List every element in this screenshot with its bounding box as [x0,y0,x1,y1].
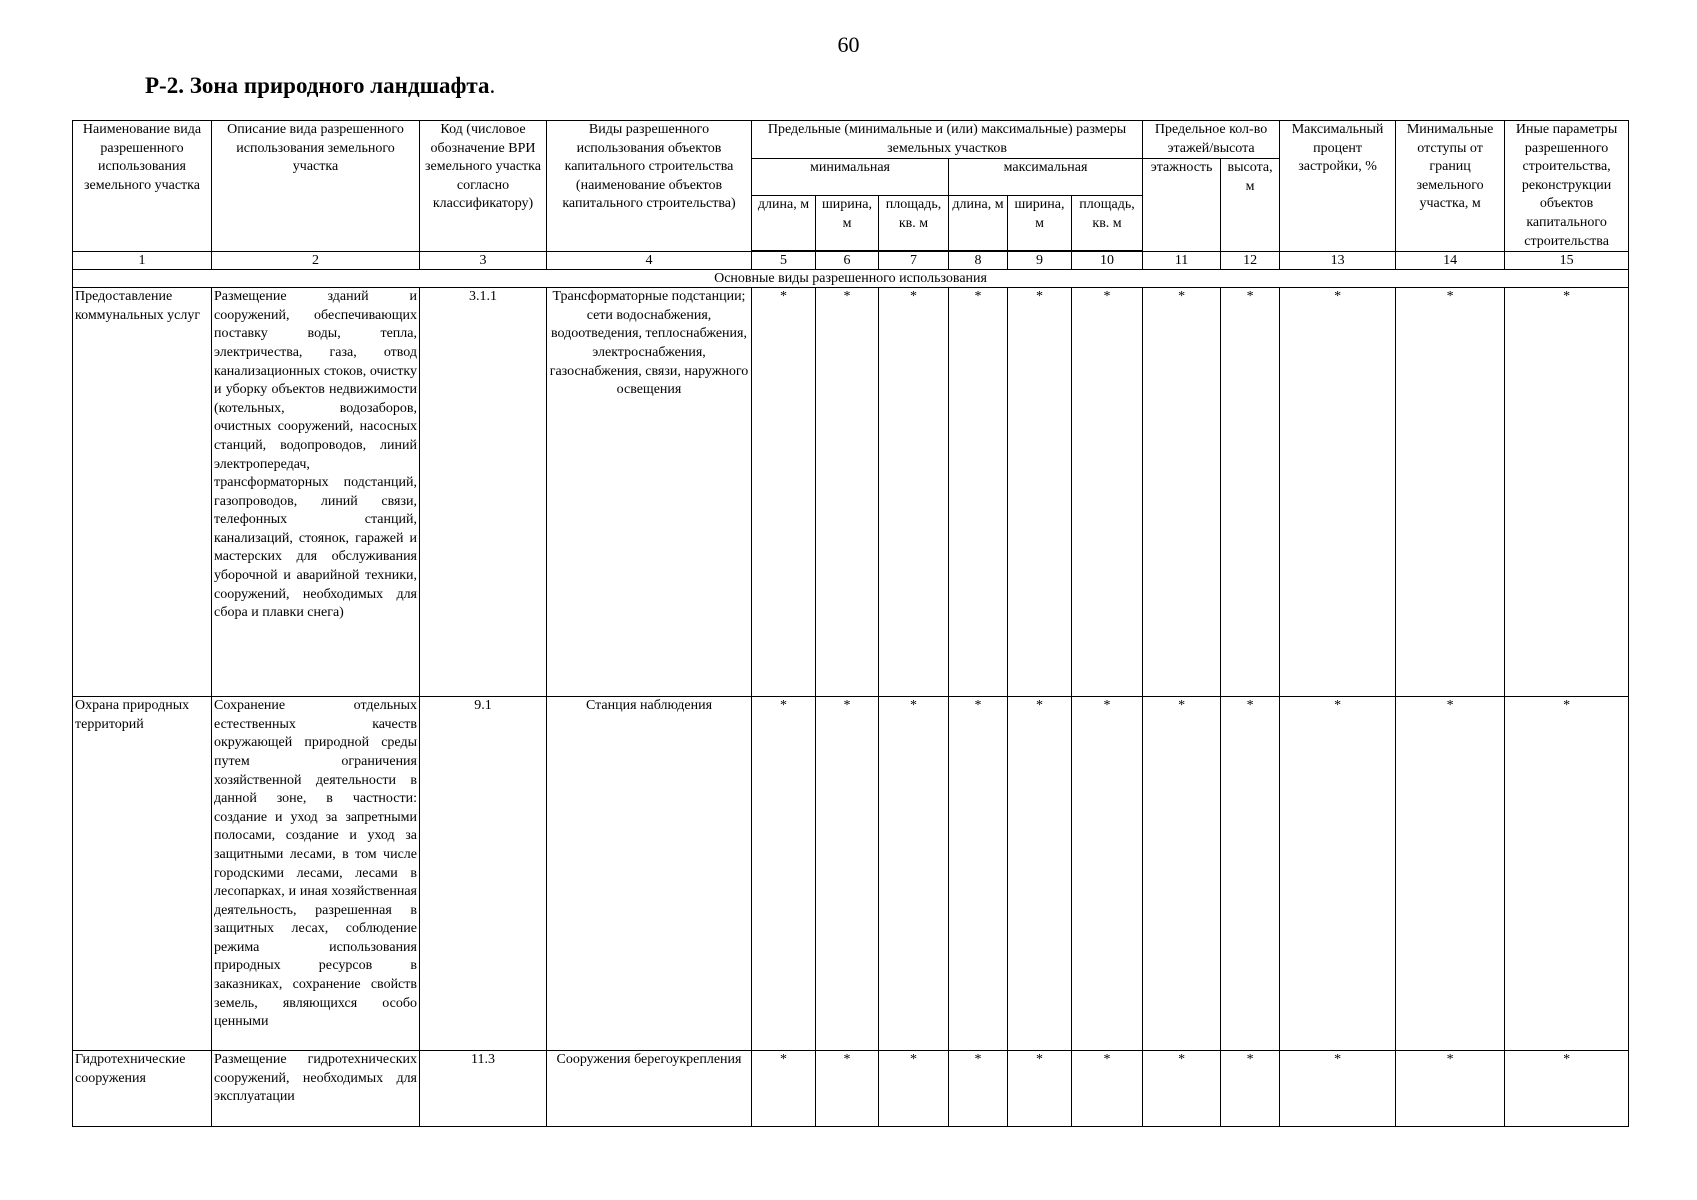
param-cell: * [1143,288,1221,697]
column-number: 12 [1221,252,1280,270]
header-maximum: максимальная [949,159,1143,196]
column-number: 4 [547,252,752,270]
header-max-length: длина, м [949,196,1008,251]
param-cell: * [1143,1051,1221,1127]
zone-title-text: Р-2. Зона природного ландшафта [145,73,490,98]
zone-title-dot: . [489,73,496,98]
column-number: 2 [212,252,420,270]
section-label: Основные виды разрешенного использования [73,270,1629,288]
param-cell: * [1396,1051,1505,1127]
header-plot-size-limits: Предельные (минимальные и (или) максимальные) размеры земельных участков [752,121,1143,159]
param-cell: * [1221,1051,1280,1127]
param-cell: * [1072,1051,1143,1127]
param-cell: * [1072,288,1143,697]
param-cell: * [1072,697,1143,1051]
param-cell: * [752,697,816,1051]
header-building-uses: Виды разрешенного использования объектов капитального строительства (наименование объектов капитального строительства) [547,121,752,252]
param-cell: * [1505,1051,1629,1127]
header-min-area: площадь, кв. м [879,196,949,251]
column-number: 14 [1396,252,1505,270]
header-min-length: длина, м [752,196,816,251]
param-cell: * [1280,1051,1396,1127]
param-cell: * [1143,697,1221,1051]
param-cell: * [1396,288,1505,697]
table-row [73,697,1629,1051]
header-other-params: Иные параметры разрешенного строительства, реконструкции объектов капитального строительства [1505,121,1629,252]
use-code: 11.3 [420,1051,547,1127]
header-use-type-name: Наименование вида разрешенного использования земельного участка [73,121,212,252]
param-cell: * [1280,288,1396,697]
use-type-name: Предоставление коммунальных услуг [73,288,212,697]
param-cell: * [1008,288,1072,697]
column-number: 15 [1505,252,1629,270]
header-minimum: минимальная [752,159,949,196]
column-number: 1 [73,252,212,270]
building-uses: Трансформаторные подстанции; сети водоснабжения, водоотведения, теплоснабжения, электроснабжения, газоснабжения, связи, наружного освещения [547,288,752,697]
zone-regulations-table [72,120,1629,1127]
header-max-width: ширина, м [1008,196,1072,251]
param-cell: * [949,1051,1008,1127]
param-cell: * [1396,697,1505,1051]
section-row [73,270,1629,288]
use-type-name: Охрана природных территорий [73,697,212,1051]
header-height: высота, м [1221,159,1280,252]
header-max-coverage: Максимальный процент застройки, % [1280,121,1396,252]
column-number: 10 [1072,252,1143,270]
param-cell: * [879,697,949,1051]
building-uses: Сооружения берегоукрепления [547,1051,752,1127]
header-row [73,121,1629,159]
table-row [73,288,1629,697]
header-code: Код (числовое обозначение ВРИ земельного участка согласно классификатору) [420,121,547,252]
param-cell: * [1008,697,1072,1051]
column-number: 13 [1280,252,1396,270]
column-number: 3 [420,252,547,270]
column-number: 5 [752,252,816,270]
use-code: 3.1.1 [420,288,547,697]
param-cell: * [752,288,816,697]
param-cell: * [1008,1051,1072,1127]
param-cell: * [1505,697,1629,1051]
param-cell: * [1505,288,1629,697]
header-min-setbacks: Минимальные отступы от границ земельного участка, м [1396,121,1505,252]
column-number: 11 [1143,252,1221,270]
use-code: 9.1 [420,697,547,1051]
header-floors: этажность [1143,159,1221,252]
use-description: Сохранение отдельных естественных качеств окружающей природной среды путем ограничения хозяйственной деятельности в данной зоне, в частности: создание и уход за запретными полосами, создание и уход за защитными лесами, в том числе городскими лесами, лесами в лесопарках, и иная хозяйственная деятельность, разрешенная в защитных лесах, соблюдение режима использования природных ресурсов в заказниках, сохранение свойств земель, являющихся особо ценными [212,697,420,1051]
use-type-name: Гидротехнические сооружения [73,1051,212,1127]
column-number: 9 [1008,252,1072,270]
header-use-description: Описание вида разрешенного использования земельного участка [212,121,420,252]
table-row [73,1051,1629,1127]
param-cell: * [816,288,879,697]
use-description: Размещение гидротехнических сооружений, необходимых для эксплуатации [212,1051,420,1127]
param-cell: * [1221,697,1280,1051]
column-number-row [73,252,1629,270]
column-number: 6 [816,252,879,270]
use-description: Размещение зданий и сооружений, обеспечивающих поставку воды, тепла, электричества, газа, отвод канализационных стоков, очистку и уборку объектов недвижимости (котельных, водозаборов, очистных сооружений, насосных станций, водопроводов, линий электропередач, трансформаторных подстанций, газопроводов, линий связи, телефонных станций, канализаций, стоянок, гаражей и мастерских для обслуживания уборочной и аварийной техники, сооружений, необходимых для сбора и плавки снега) [212,288,420,697]
header-min-width: ширина, м [816,196,879,251]
page-number: 60 [837,32,860,57]
zone-title [145,73,495,99]
param-cell: * [879,288,949,697]
building-uses: Станция наблюдения [547,697,752,1051]
param-cell: * [949,288,1008,697]
param-cell: * [752,1051,816,1127]
header-max-area: площадь, кв. м [1072,196,1143,251]
column-number: 8 [949,252,1008,270]
param-cell: * [1280,697,1396,1051]
param-cell: * [949,697,1008,1051]
param-cell: * [879,1051,949,1127]
param-cell: * [1221,288,1280,697]
param-cell: * [816,697,879,1051]
column-number: 7 [879,252,949,270]
param-cell: * [816,1051,879,1127]
header-floor-limits: Предельное кол-во этажей/высота [1143,121,1280,159]
